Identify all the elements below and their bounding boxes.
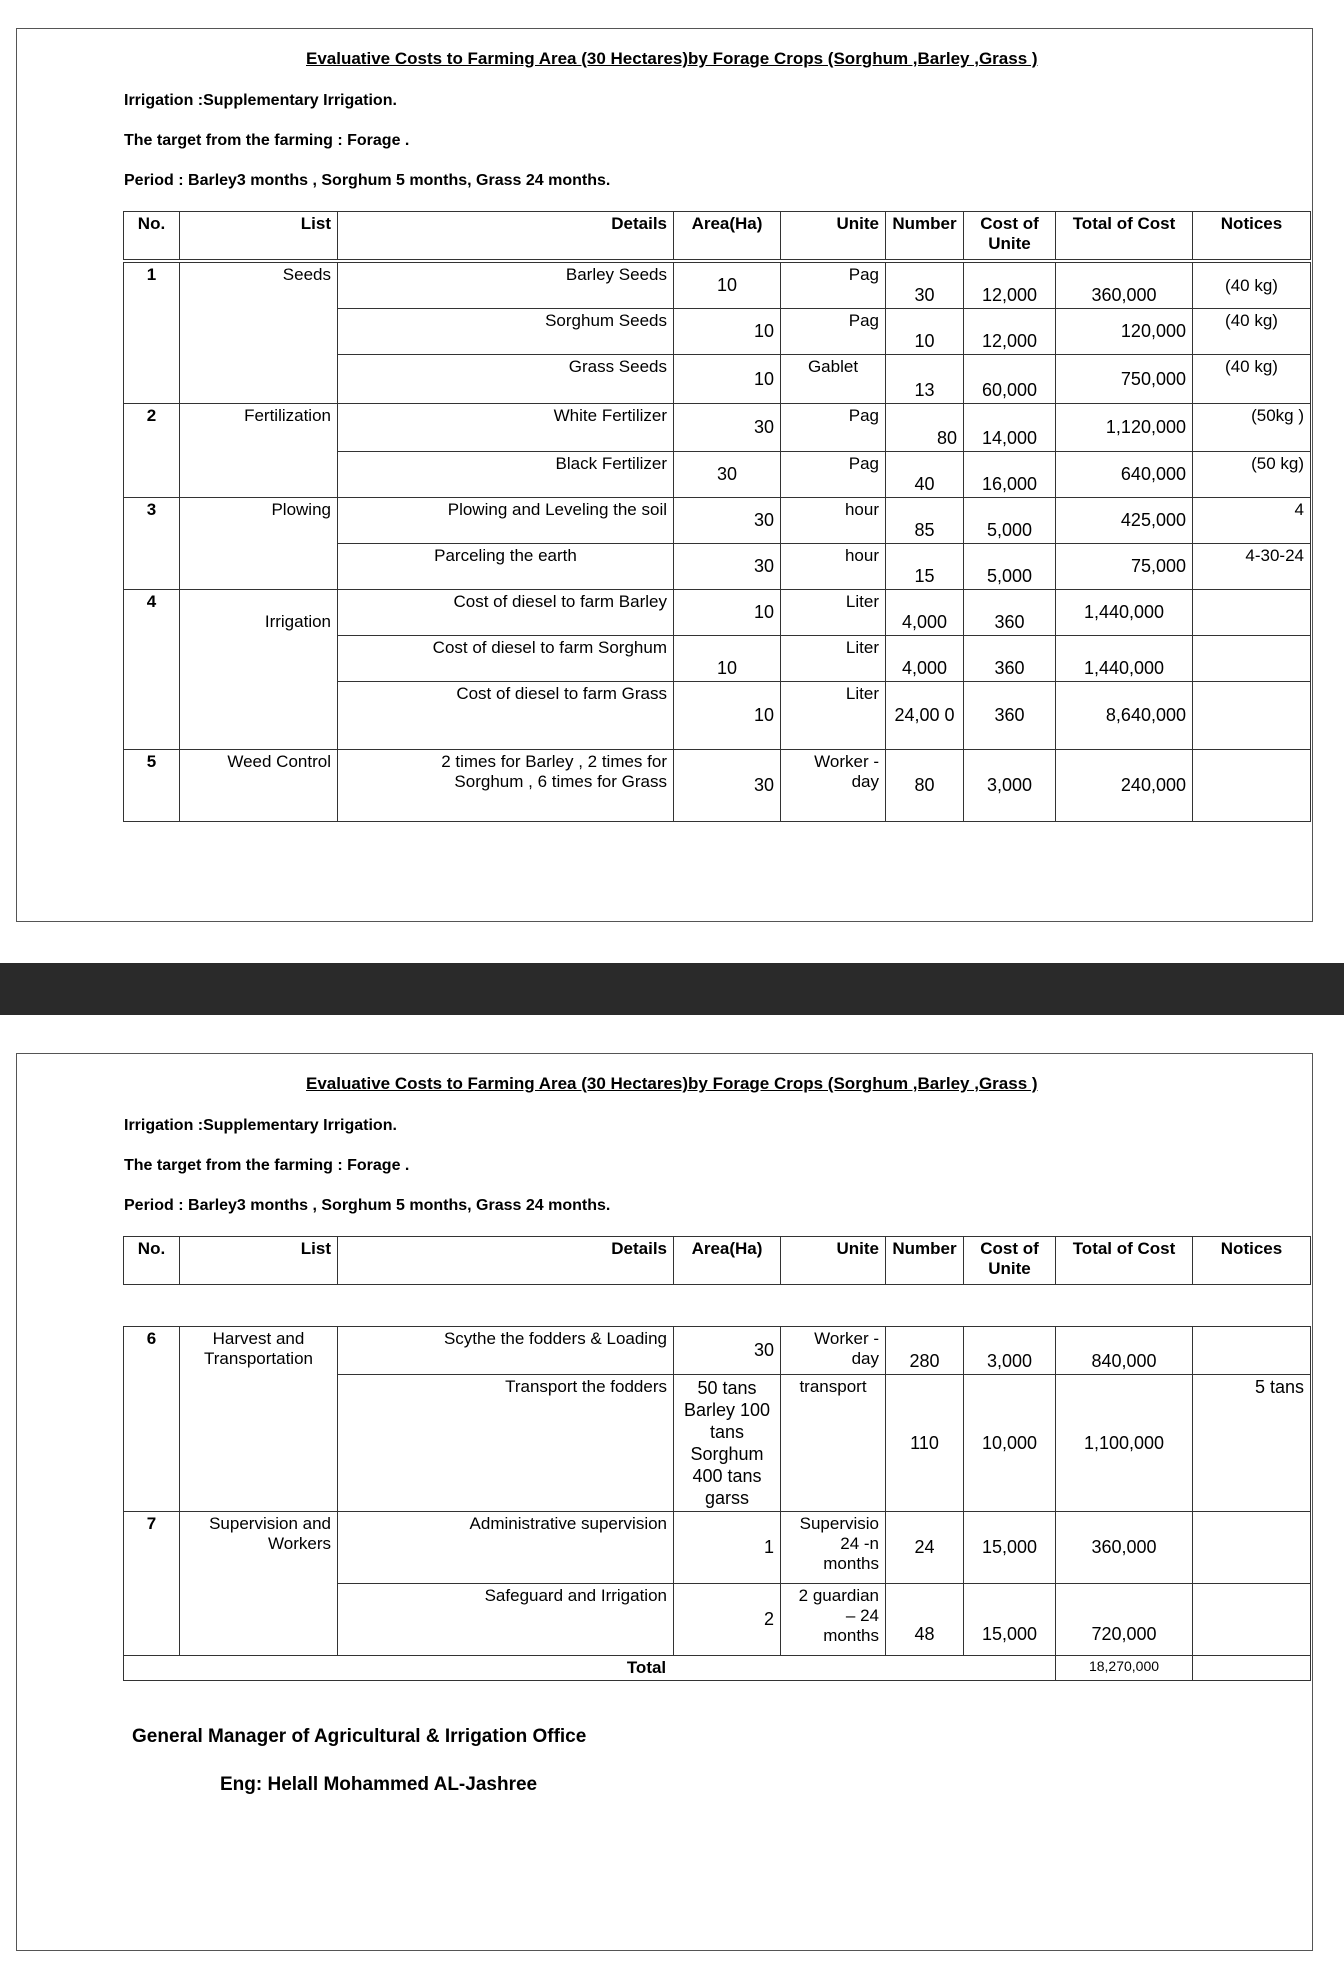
row-area: 10 [674,263,781,309]
row-number: 80 [886,750,964,822]
row-list: Fertilization [180,404,338,498]
page-title: Evaluative Costs to Farming Area (30 Hectares)by Forage Crops (Sorghum ,Barley ,Grass ) [306,49,1038,68]
row-unite: Liter [781,682,886,750]
row-cost: 15,000 [964,1584,1056,1656]
row-area: 50 tans Barley 100 tans Sorghum 400 tans garss [674,1375,781,1512]
row-no: 3 [124,498,180,590]
col-unite: Unite [781,212,886,260]
row-total: 1,120,000 [1056,404,1193,452]
table-row [124,1327,1311,1375]
costs-table-page1 [123,262,1311,822]
row-cost: 5,000 [964,544,1056,590]
row-no: 1 [124,263,180,404]
row-area: 10 [674,682,781,750]
row-no: 4 [124,590,180,750]
row-total: 240,000 [1056,750,1193,822]
table-row [124,263,1311,309]
row-notice: 5 tans [1193,1375,1311,1512]
document-page-1 [16,28,1313,922]
row-details: Barley Seeds [338,263,674,309]
row-total: 360,000 [1056,1512,1193,1584]
row-notice [1193,1512,1311,1584]
col-no: No. [124,212,180,260]
row-total: 720,000 [1056,1584,1193,1656]
row-unite: Supervisio 24 -n months [781,1512,886,1584]
total-notice-cell [1193,1656,1311,1681]
row-details: Scythe the fodders & Loading [338,1327,674,1375]
row-notice: (40 kg) [1193,355,1311,404]
row-cost: 15,000 [964,1512,1056,1584]
row-area: 30 [674,498,781,544]
row-unite: Gablet [781,355,886,404]
row-total: 1,440,000 [1056,590,1193,636]
row-number: 110 [886,1375,964,1512]
row-unite: Liter [781,590,886,636]
col-details: Details [338,1237,674,1285]
row-number: 30 [886,263,964,309]
col-details: Details [338,212,674,260]
row-area: 10 [674,355,781,404]
row-unite: Pag [781,263,886,309]
row-notice: (40 kg) [1193,263,1311,309]
row-details: Plowing and Leveling the soil [338,498,674,544]
row-details: Transport the fodders [338,1375,674,1512]
row-notice [1193,1584,1311,1656]
row-total: 425,000 [1056,498,1193,544]
row-number: 10 [886,309,964,355]
row-details: Parceling the earth [338,544,674,590]
row-details: Cost of diesel to farm Barley [338,590,674,636]
header-table [123,211,1311,260]
table-row [124,750,1311,822]
row-notice: 4 [1193,498,1311,544]
row-list: Harvest and Transportation [180,1327,338,1512]
row-number: 15 [886,544,964,590]
target-line: The target from the farming : Forage . [124,1157,410,1174]
row-area: 2 [674,1584,781,1656]
row-cost: 12,000 [964,309,1056,355]
row-notice: (50kg ) [1193,404,1311,452]
row-cost: 14,000 [964,404,1056,452]
row-notice: 4-30-24 [1193,544,1311,590]
row-cost: 360 [964,636,1056,682]
row-cost: 3,000 [964,1327,1056,1375]
row-total: 840,000 [1056,1327,1193,1375]
col-list: List [180,212,338,260]
row-details: Administrative supervision [338,1512,674,1584]
row-number: 24 [886,1512,964,1584]
total-label: Total [124,1656,1056,1681]
row-unite: Liter [781,636,886,682]
target-line: The target from the farming : Forage . [124,132,410,149]
row-cost: 3,000 [964,750,1056,822]
row-unite: Worker - day [781,750,886,822]
row-list: Seeds [180,263,338,404]
col-number: Number [886,1237,964,1285]
header-table [123,1236,1311,1285]
row-details: 2 times for Barley , 2 times for Sorghum , 6 times for Grass [338,750,674,822]
row-list: Irrigation [180,590,338,750]
total-value: 18,270,000 [1056,1656,1193,1681]
row-cost: 16,000 [964,452,1056,498]
page-title: Evaluative Costs to Farming Area (30 Hectares)by Forage Crops (Sorghum ,Barley ,Grass ) [306,1074,1038,1093]
row-number: 85 [886,498,964,544]
row-list: Plowing [180,498,338,590]
row-area: 30 [674,544,781,590]
row-details: Black Fertilizer [338,452,674,498]
col-cost: Cost of Unite [964,1237,1056,1285]
row-area: 10 [674,309,781,355]
row-number: 40 [886,452,964,498]
col-total: Total of Cost [1056,212,1193,260]
row-notice [1193,750,1311,822]
row-number: 48 [886,1584,964,1656]
col-no: No. [124,1237,180,1285]
col-number: Number [886,212,964,260]
row-cost: 12,000 [964,263,1056,309]
document-page-2 [16,1053,1313,1951]
irrigation-line: Irrigation :Supplementary Irrigation. [124,92,397,109]
row-unite: Pag [781,309,886,355]
row-cost: 5,000 [964,498,1056,544]
row-list: Supervision and Workers [180,1512,338,1656]
total-row [124,1656,1311,1681]
row-total: 1,100,000 [1056,1375,1193,1512]
row-unite: Worker - day [781,1327,886,1375]
page-separator [0,963,1344,1015]
col-total: Total of Cost [1056,1237,1193,1285]
row-details: White Fertilizer [338,404,674,452]
row-area: 10 [674,636,781,682]
row-unite: 2 guardian – 24 months [781,1584,886,1656]
row-notice [1193,1327,1311,1375]
irrigation-line: Irrigation :Supplementary Irrigation. [124,1117,397,1134]
row-unite: transport [781,1375,886,1512]
row-area: 30 [674,452,781,498]
row-total: 1,440,000 [1056,636,1193,682]
row-total: 360,000 [1056,263,1193,309]
row-area: 30 [674,404,781,452]
row-area: 30 [674,750,781,822]
row-cost: 360 [964,590,1056,636]
col-area: Area(Ha) [674,212,781,260]
row-details: Grass Seeds [338,355,674,404]
row-area: 30 [674,1327,781,1375]
row-details: Sorghum Seeds [338,309,674,355]
col-list: List [180,1237,338,1285]
row-cost: 10,000 [964,1375,1056,1512]
row-notice: (50 kg) [1193,452,1311,498]
row-no: 6 [124,1327,180,1512]
col-area: Area(Ha) [674,1237,781,1285]
table-row [124,1512,1311,1584]
row-cost: 360 [964,682,1056,750]
col-cost: Cost of Unite [964,212,1056,260]
row-details: Cost of diesel to farm Grass [338,682,674,750]
col-unite: Unite [781,1237,886,1285]
row-no: 7 [124,1512,180,1656]
col-notices: Notices [1193,212,1311,260]
row-area: 1 [674,1512,781,1584]
row-unite: hour [781,498,886,544]
row-number: 24,00 0 [886,682,964,750]
col-notices: Notices [1193,1237,1311,1285]
row-notice [1193,590,1311,636]
period-line: Period : Barley3 months , Sorghum 5 months, Grass 24 months. [124,1197,611,1214]
row-unite: Pag [781,404,886,452]
table-row [124,404,1311,452]
row-area: 10 [674,590,781,636]
row-total: 8,640,000 [1056,682,1193,750]
row-number: 4,000 [886,636,964,682]
costs-table-page2 [123,1326,1311,1681]
row-notice [1193,682,1311,750]
period-line: Period : Barley3 months , Sorghum 5 months, Grass 24 months. [124,172,611,189]
row-unite: Pag [781,452,886,498]
row-details: Cost of diesel to farm Sorghum [338,636,674,682]
row-unite: hour [781,544,886,590]
row-details: Safeguard and Irrigation [338,1584,674,1656]
row-list: Weed Control [180,750,338,822]
row-no: 2 [124,404,180,498]
row-total: 640,000 [1056,452,1193,498]
row-total: 120,000 [1056,309,1193,355]
row-number: 80 [886,404,964,452]
row-total: 75,000 [1056,544,1193,590]
row-notice [1193,636,1311,682]
office-signature: General Manager of Agricultural & Irrigation Office [132,1726,587,1747]
row-number: 13 [886,355,964,404]
engineer-name: Eng: Helall Mohammed AL-Jashree [220,1774,538,1795]
table-row [124,590,1311,636]
row-number: 4,000 [886,590,964,636]
table-row [124,498,1311,544]
row-no: 5 [124,750,180,822]
row-number: 280 [886,1327,964,1375]
row-notice: (40 kg) [1193,309,1311,355]
row-cost: 60,000 [964,355,1056,404]
row-total: 750,000 [1056,355,1193,404]
